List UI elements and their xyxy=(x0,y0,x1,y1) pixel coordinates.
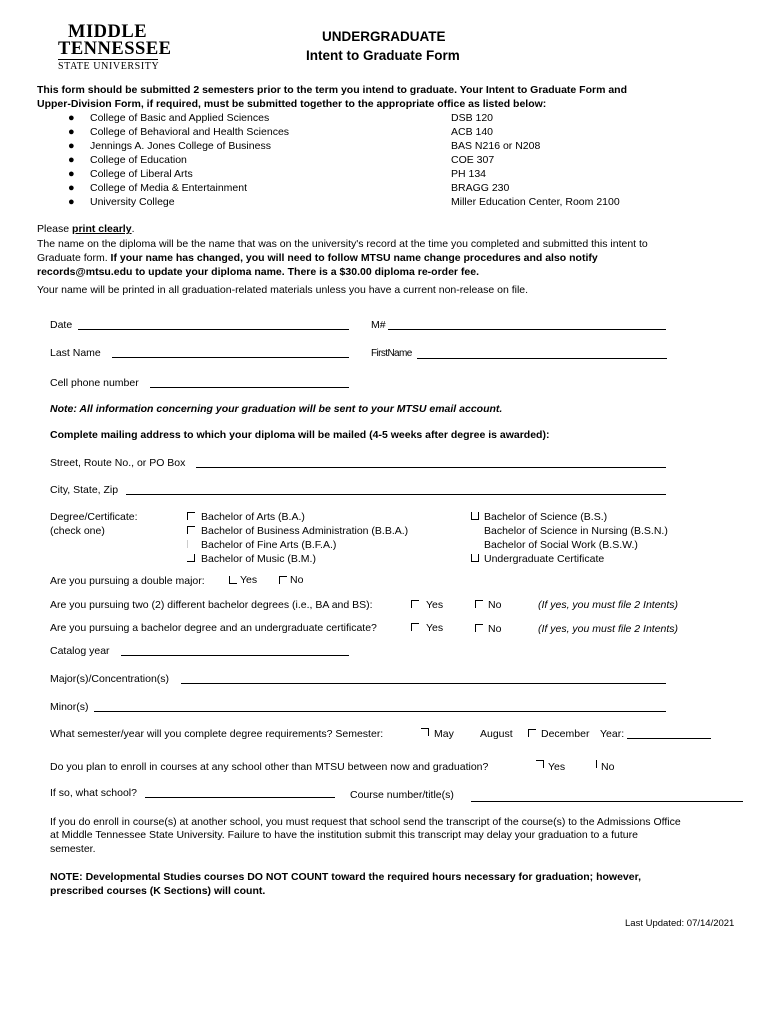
two-degrees-question: Are you pursuing two (2) different bachelor degrees (i.e., BA and BS): xyxy=(50,599,373,611)
print-clearly: print clearly xyxy=(72,223,132,235)
degree-label: Degree/Certificate: xyxy=(50,511,138,523)
first-name-label: FirstName xyxy=(371,348,412,359)
mtsu-logo xyxy=(58,24,172,73)
majors-field[interactable] xyxy=(181,683,666,684)
minors-label: Minor(s) xyxy=(50,701,89,713)
degree-cert-no-checkbox[interactable] xyxy=(475,624,483,632)
office-college: College of Liberal Arts xyxy=(90,168,193,180)
course-title-label: Course number/title(s) xyxy=(350,789,454,801)
dev-note-line-1: NOTE: Developmental Studies courses DO NOT COUNT toward the required hours necessary for graduation; however, xyxy=(50,871,642,883)
street-label: Street, Route No., or PO Box xyxy=(50,457,186,469)
m-number-field[interactable] xyxy=(388,329,666,330)
semester-december: December xyxy=(541,728,590,740)
two-degrees-no: No xyxy=(488,599,502,611)
degree-option-bm: Bachelor of Music (B.M.) xyxy=(201,553,316,565)
office-location: Miller Education Center, Room 2100 xyxy=(451,196,620,208)
office-location: PH 134 xyxy=(451,168,487,180)
please-print-line xyxy=(37,222,134,236)
printed-name-line: Your name will be printed in all graduation-related materials unless you have a current non-release on file. xyxy=(37,284,529,296)
office-location: BRAGG 230 xyxy=(451,182,510,194)
office-location: DSB 120 xyxy=(451,112,494,124)
double-major-yes: Yes xyxy=(240,574,258,586)
semester-may-checkbox[interactable] xyxy=(421,728,429,736)
degree-option-bba: Bachelor of Business Administration (B.B.A.) xyxy=(201,525,409,537)
transcript-line-3: semester. xyxy=(50,843,96,855)
degree-cert-yes-checkbox[interactable] xyxy=(411,623,419,631)
logo-line-state-university: STATE UNIVERSITY xyxy=(58,61,160,72)
degree-option-bsn: Bachelor of Science in Nursing (B.S.N.) xyxy=(484,525,668,537)
form-title-intent: Intent to Graduate Form xyxy=(306,48,460,63)
city-label: City, State, Zip xyxy=(50,484,119,496)
catalog-year-label: Catalog year xyxy=(50,645,110,657)
transcript-line-2: at Middle Tennessee State University. Failure to have the institution submit this transcript may delay your graduation to a future xyxy=(50,829,638,841)
office-college: Jennings A. Jones College of Business xyxy=(90,140,271,152)
degree-check-one: (check one) xyxy=(50,525,105,537)
diploma-name-line-1: The name on the diploma will be the name that was on the university's record at the time you completed and submitted this intent to xyxy=(37,238,648,250)
m-number-label: M# xyxy=(371,319,386,331)
intro-line-2: Upper-Division Form, if required, must be submitted together to the appropriate office as listed below: xyxy=(37,98,547,110)
other-school-yes-checkbox[interactable] xyxy=(536,760,544,768)
degree-checkbox-bm[interactable] xyxy=(187,554,195,562)
office-college: College of Education xyxy=(90,154,187,166)
degree-cert-note: (If yes, you must file 2 Intents) xyxy=(538,623,679,635)
semester-year-label: Year: xyxy=(600,728,625,740)
diploma-line-2a: Graduate form. xyxy=(37,252,111,264)
email-note: Note: All information concerning your graduation will be sent to your MTSU email account. xyxy=(50,403,503,415)
catalog-year-field[interactable] xyxy=(121,655,349,656)
degree-option-certificate: Undergraduate Certificate xyxy=(484,553,605,565)
degree-checkbox-certificate[interactable] xyxy=(471,554,479,562)
degree-option-ba: Bachelor of Arts (B.A.) xyxy=(201,511,305,523)
last-updated: Last Updated: 07/14/2021 xyxy=(625,918,735,929)
first-name-field[interactable] xyxy=(417,358,667,359)
two-degrees-note: (If yes, you must file 2 Intents) xyxy=(538,599,679,611)
degree-checkbox-bs[interactable] xyxy=(471,512,479,520)
double-major-question: Are you pursuing a double major: xyxy=(50,575,205,587)
semester-may: May xyxy=(434,728,454,740)
semester-year-field[interactable] xyxy=(627,738,711,739)
cell-phone-label: Cell phone number xyxy=(50,377,139,389)
degree-cert-yes: Yes xyxy=(426,622,444,634)
two-degrees-yes: Yes xyxy=(426,599,444,611)
logo-line-tennessee: TENNESSEE xyxy=(58,39,172,59)
double-major-yes-checkbox[interactable] xyxy=(229,576,237,584)
course-title-field[interactable] xyxy=(471,801,743,802)
transcript-line-1: If you do enroll in course(s) at another school, you must request that school send the transcript of the course(s) to the Admissions Office xyxy=(50,816,681,828)
double-major-no-checkbox[interactable] xyxy=(279,576,287,584)
street-field[interactable] xyxy=(196,467,666,468)
city-field[interactable] xyxy=(126,494,666,495)
cell-phone-field[interactable] xyxy=(150,387,349,388)
degree-option-bfa: Bachelor of Fine Arts (B.F.A.) xyxy=(201,539,337,551)
semester-question: What semester/year will you complete degree requirements? Semester: xyxy=(50,728,384,740)
semester-august: August xyxy=(480,728,513,740)
please-suffix: . xyxy=(131,223,135,235)
mailing-heading: Complete mailing address to which your diploma will be mailed (4-5 weeks after degree is awarded): xyxy=(50,429,550,441)
date-field[interactable] xyxy=(78,329,349,330)
logo-divider xyxy=(58,59,158,60)
office-college: College of Behavioral and Health Sciences xyxy=(90,126,290,138)
two-degrees-yes-checkbox[interactable] xyxy=(411,600,419,608)
majors-label: Major(s)/Concentration(s) xyxy=(50,673,170,685)
office-location: ACB 140 xyxy=(451,126,494,138)
diploma-name-line-3: records@mtsu.edu to update your diploma name. There is a $30.00 diploma re-order fee. xyxy=(37,266,480,278)
other-school-yes: Yes xyxy=(548,761,566,773)
office-college: College of Basic and Applied Sciences xyxy=(90,112,270,124)
office-location: BAS N216 or N208 xyxy=(451,140,541,152)
degree-option-bs: Bachelor of Science (B.S.) xyxy=(484,511,608,523)
minors-field[interactable] xyxy=(94,711,666,712)
last-name-label: Last Name xyxy=(50,347,101,359)
degree-checkbox-bba[interactable] xyxy=(187,526,195,534)
if-so-school-label: If so, what school? xyxy=(50,787,137,799)
other-school-question: Do you plan to enroll in courses at any school other than MTSU between now and graduation? xyxy=(50,761,489,773)
please-prefix: Please xyxy=(37,223,73,235)
degree-cert-question: Are you pursuing a bachelor degree and an undergraduate certificate? xyxy=(50,622,377,634)
dev-note-line-2: prescribed courses (K Sections) will count. xyxy=(50,885,266,897)
other-school-no: No xyxy=(601,761,615,773)
degree-cert-no: No xyxy=(488,623,502,635)
intro-line-1: This form should be submitted 2 semesters prior to the term you intend to graduate. Your Intent to Graduate Form and xyxy=(37,84,628,96)
degree-checkbox-bfa[interactable] xyxy=(187,540,195,548)
degree-checkbox-ba[interactable] xyxy=(187,512,195,520)
degree-option-bsw: Bachelor of Social Work (B.S.W.) xyxy=(484,539,638,551)
date-label: Date xyxy=(50,319,73,331)
diploma-name-line-2 xyxy=(37,251,598,265)
office-college: University College xyxy=(90,196,175,208)
semester-december-checkbox[interactable] xyxy=(528,729,536,737)
two-degrees-no-checkbox[interactable] xyxy=(475,600,483,608)
double-major-no: No xyxy=(290,574,304,586)
office-location: COE 307 xyxy=(451,154,495,166)
logo-line-middle: MIDDLE xyxy=(68,22,148,42)
last-name-field[interactable] xyxy=(112,357,349,358)
office-college: College of Media & Entertainment xyxy=(90,182,248,194)
diploma-line-2b: If your name has changed, you will need to follow MTSU name change procedures and also notify xyxy=(110,252,598,264)
form-title-undergraduate: UNDERGRADUATE xyxy=(322,29,446,44)
if-so-school-field[interactable] xyxy=(145,797,335,798)
